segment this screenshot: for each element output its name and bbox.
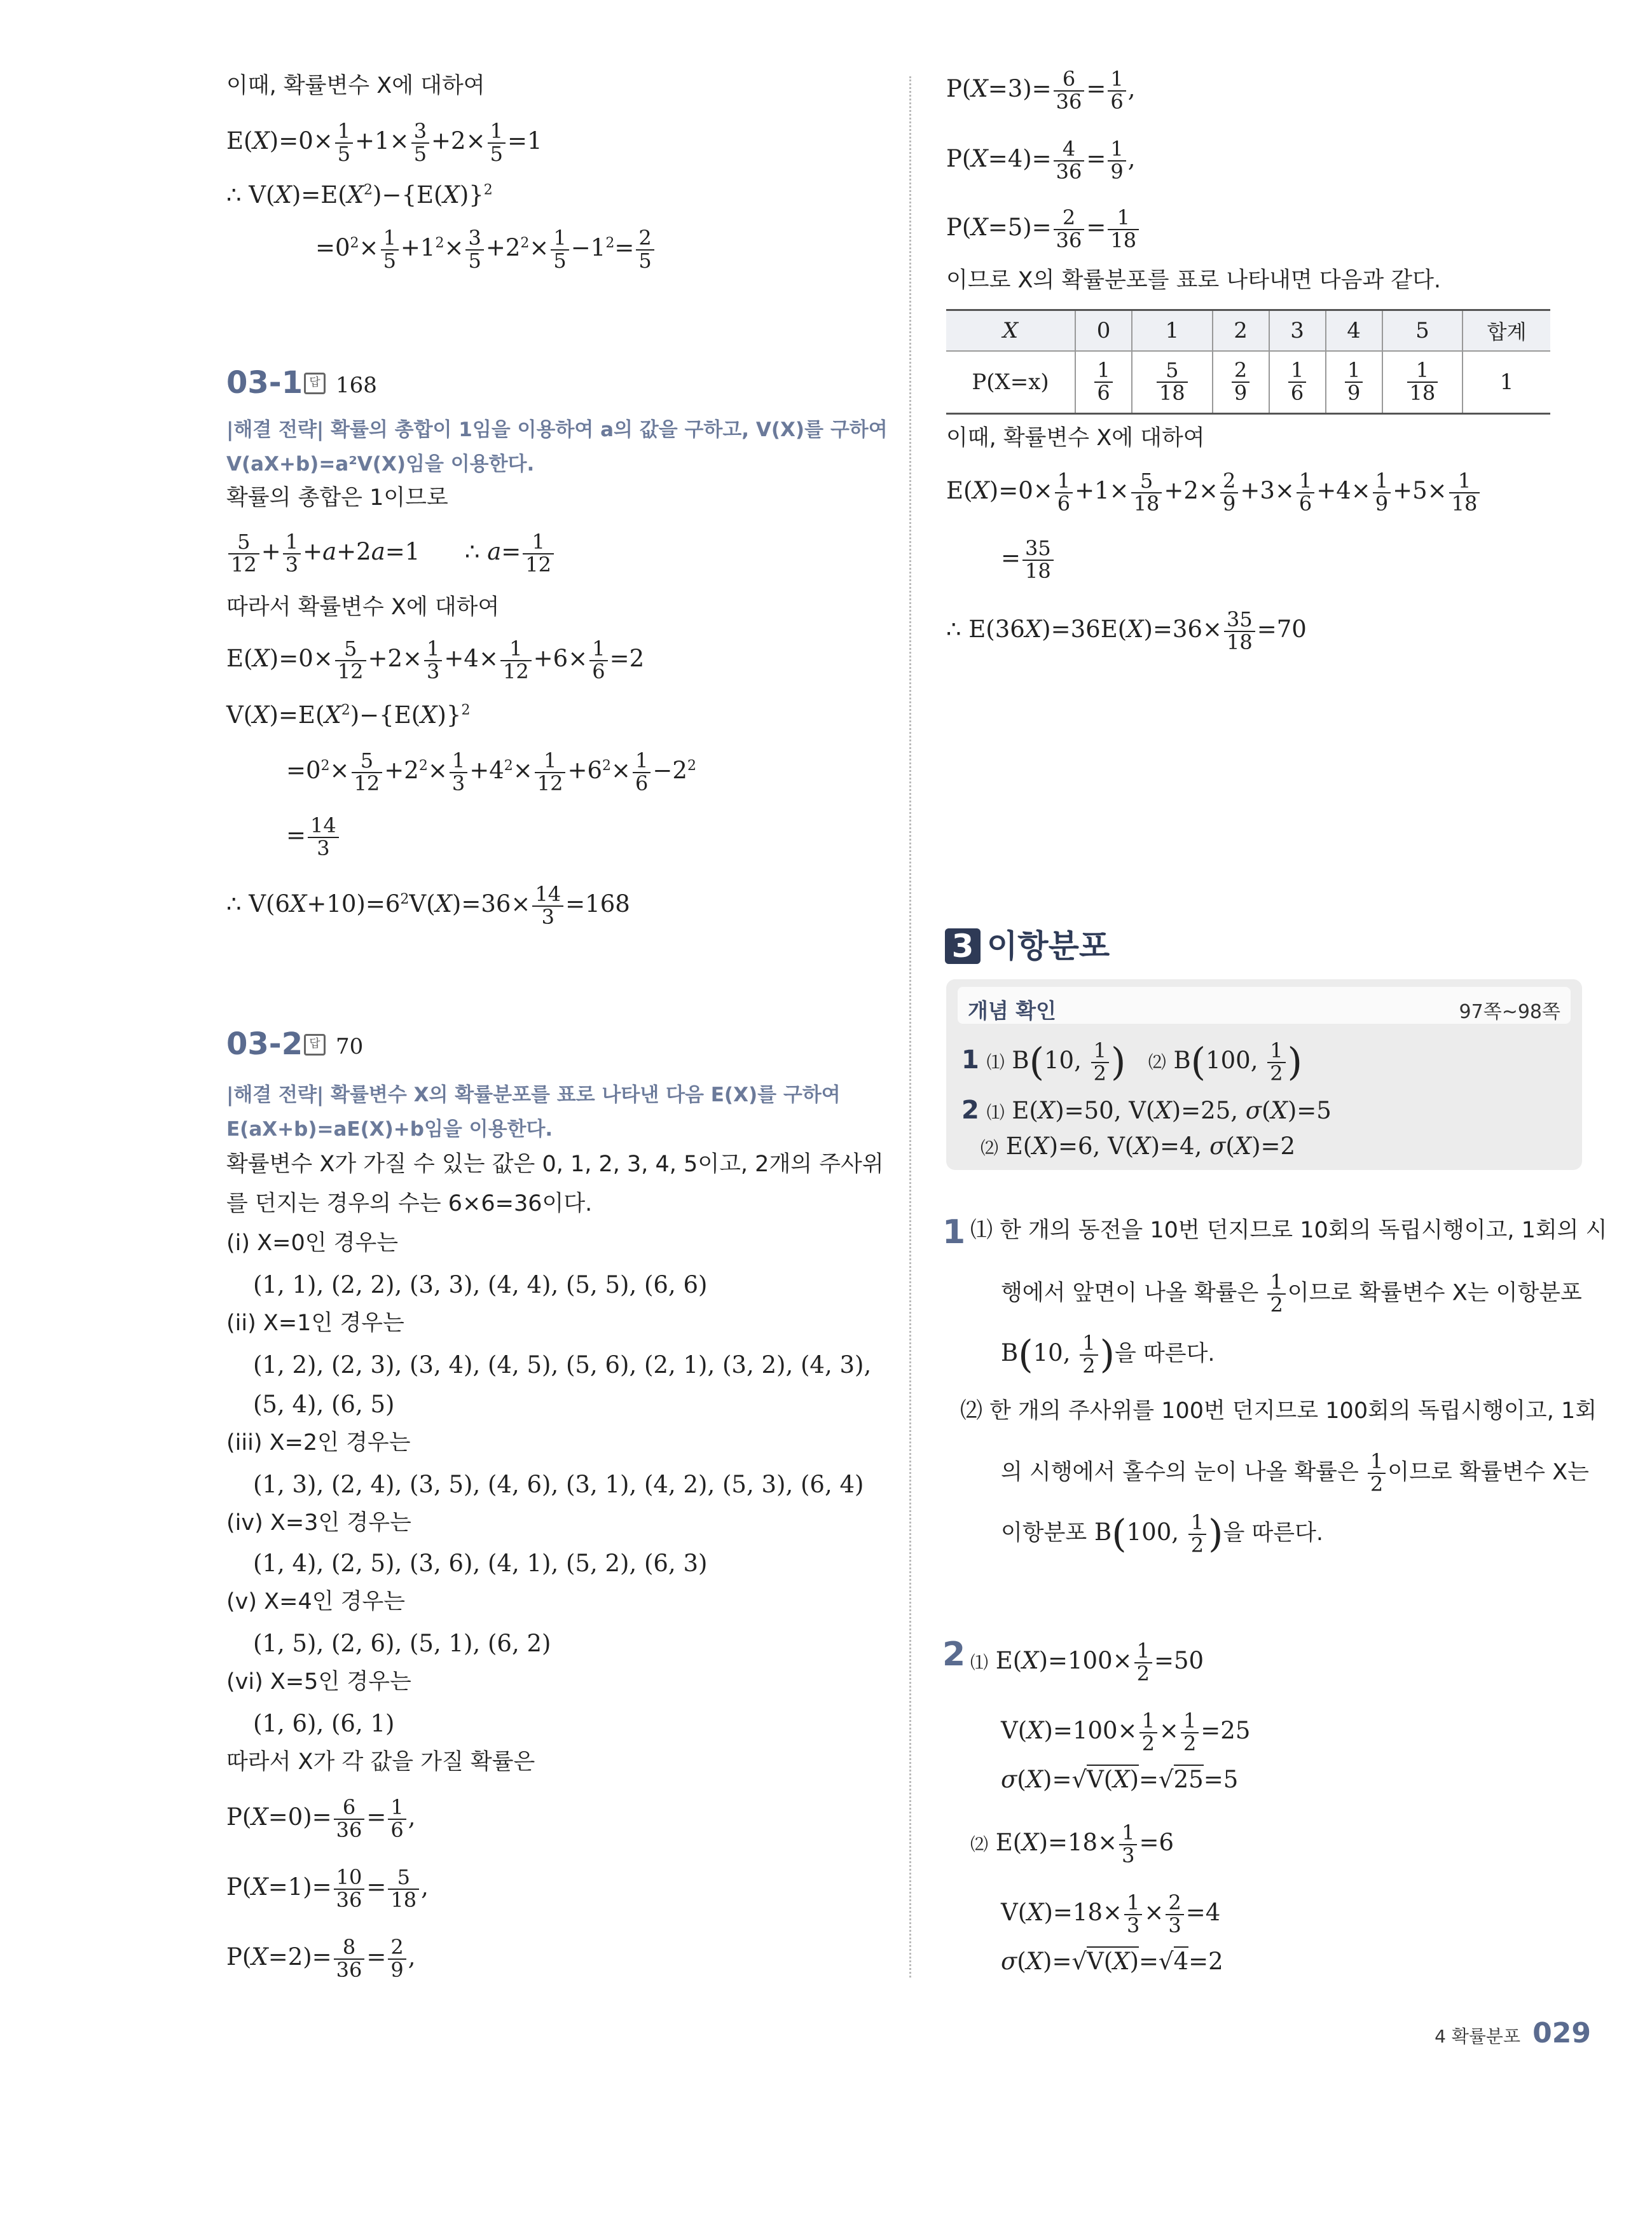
solution-1-line-1: ⑴ 한 개의 동전을 10번 던지므로 10회의 독립시행이고, 1회의 시 (970, 1218, 1607, 1243)
case-pairs: (1, 6), (6, 1) (253, 1710, 395, 1737)
right-ex-result: = $\frac{35}{18}$ (1001, 538, 1056, 582)
solution-1-p2-line-2: 의 시행에서 홀수의 눈이 나올 확률은 $\frac{1}{2}$ 이므로 확률변수 X는 (1001, 1449, 1589, 1496)
case-pairs: (1, 1), (2, 2), (3, 3), (4, 4), (5, 5), (6, 6) (253, 1271, 708, 1298)
case-label: (v) X=4인 경우는 (226, 1589, 406, 1614)
solution-1-text: 이므로 확률변수 X는 이항분포 (1287, 1280, 1582, 1306)
right-intro2: 이때, 확률변수 X에 대하여 (946, 425, 1205, 451)
table-cell (1382, 351, 1463, 414)
prob-x1: P(X=1)= $\frac{10}{36}$ = $\frac{5}{18}$ , (226, 1865, 429, 1912)
prob-x4: P(X=4)= $\frac{4}{36}$ = $\frac{1}{9}$ , (946, 137, 1136, 184)
concept-answer-1: 1 ⑴ B(10, $\frac{1}{2}$ ) ⑵ B(100, $\frac{1}{2}$ ) (961, 1038, 1303, 1085)
solution-1-line-2: 행에서 앞면이 나올 확률은 $\frac{1}{2}$ 이므로 확률변수 X는 이항분포 (1001, 1270, 1582, 1317)
table-header-cell: 합계 (1463, 310, 1550, 352)
solution-1-p2-line-1: ⑵ 한 개의 주사위를 100번 던지므로 100회의 독립시행이고, 1회 (960, 1398, 1597, 1424)
problem-03-2-strategy-2: E(aX+b)=aE(X)+b임을 이용한다. (226, 1118, 553, 1141)
section-number: 3 (945, 928, 981, 964)
solution-2-ex-2: ⑵ E(X)=18× $\frac{1}{3}$ =6 (970, 1820, 1174, 1868)
case-label: (iii) X=2인 경우는 (226, 1430, 411, 1456)
case-pairs: (1, 4), (2, 5), (3, 6), (4, 1), (5, 2), (6, 3) (253, 1550, 708, 1577)
table-body-row (946, 351, 1550, 414)
left-vx-calc: $=0^2\times$ $\frac{1}{5}$ $+1^2\times$ $\frac{3}{5}$ $+2^2\times$ $\frac{1}{5}$ $-1^2=$ $\frac{2}{5}$ (315, 228, 656, 272)
concept-pages: 97쪽~98쪽 (1459, 1001, 1560, 1023)
right-final: ∴ E(36X)=36E(X)=36× $\frac{35}{18}$ =70 (946, 607, 1307, 654)
table-num: 1 (1094, 360, 1112, 383)
problem-03-2-strategy-1: |해결 전략| 확률변수 X의 확률분포를 표로 나타낸 다음 E(X)를 구하여 (226, 1084, 841, 1106)
table-cell (1132, 351, 1213, 414)
case-pairs: (1, 2), (2, 3), (3, 4), (4, 5), (5, 6), (2, 1), (3, 2), (4, 3), (253, 1351, 872, 1379)
problem-03-1-ex: E(X)=0× $\frac{5}{12}$ +2× $\frac{1}{3}$ +4× $\frac{1}{12}$ +6× $\frac{1}{6}$ =2 (226, 637, 645, 684)
problem-03-1-sum-text: 확률의 총합은 1이므로 (226, 485, 448, 511)
case-label: (i) X=0인 경우는 (226, 1230, 399, 1256)
table-header-cell: X (946, 310, 1075, 352)
left-vx-formula: ∴ $V(X)=E(X^2)-\{E(X)\}^2$ (226, 181, 493, 209)
table-num: 5 (1157, 360, 1188, 383)
probability-table (946, 309, 1550, 415)
left-intro: 이때, 확률변수 X에 대하여 (226, 73, 485, 99)
case-label: (ii) X=1인 경우는 (226, 1311, 404, 1336)
case-label: (vi) X=5인 경우는 (226, 1669, 411, 1695)
case-pairs: (1, 3), (2, 4), (3, 5), (4, 6), (3, 1), (4, 2), (5, 3), (6, 4) (253, 1471, 864, 1498)
problem-03-1-vx: $V(X)=E(X^2)-\{E(X)\}^2$ (226, 701, 471, 729)
concept-answer-2a: 2 ⑴ E(X)=50, V(X)=25, σ(X)=5 (961, 1096, 1332, 1125)
problem-03-1-strategy-2: V(aX+b)=a²V(X)임을 이용한다. (226, 453, 535, 476)
prob-x2: P(X=2)= $\frac{8}{36}$ = $\frac{2}{9}$ , (226, 1935, 416, 1982)
concept-label: 개념 확인 (968, 998, 1057, 1023)
table-header-row (946, 310, 1550, 352)
solution-1-text: 행에서 앞면이 나올 확률은 (1001, 1280, 1259, 1306)
table-num: 2 (1232, 360, 1249, 383)
solution-1-p2-line-3: 이항분포 B(100, $\frac{1}{2}$ )을 따른다. (1001, 1510, 1324, 1557)
solution-1-text: 을 따른다. (1223, 1520, 1324, 1546)
table-cell (1075, 351, 1132, 414)
table-den: 6 (1097, 381, 1110, 405)
table-header-cell: 0 (1075, 310, 1132, 352)
prob-x3: P(X=3)= $\frac{6}{36}$ = $\frac{1}{6}$ , (946, 67, 1136, 114)
table-header-cell: 2 (1213, 310, 1269, 352)
solution-2-number: 2 (942, 1635, 966, 1674)
column-divider (909, 76, 911, 1978)
table-num: 1 (1288, 360, 1306, 383)
table-num: 1 (1345, 360, 1363, 383)
table-cell (1269, 351, 1326, 414)
solution-1-text: 이항분포 (1001, 1520, 1087, 1546)
concept-check-box (946, 979, 1582, 1170)
prob-x0: P(X=0)= $\frac{6}{36}$ = $\frac{1}{6}$ , (226, 1795, 416, 1842)
table-header-cell: 1 (1132, 310, 1213, 352)
table-cell (1213, 351, 1269, 414)
problem-03-2-then: 따라서 X가 각 값을 가질 확률은 (226, 1749, 535, 1775)
solution-2-vx-2: V(X)=18× $\frac{1}{3}$ × $\frac{2}{3}$ =4 (1001, 1890, 1221, 1937)
problem-03-1-title: 03-1 (226, 365, 303, 401)
table-num: 1 (1407, 360, 1438, 383)
problem-03-1-final: ∴ $V(6X+10)=6^2V(X)=36\times$ $\frac{14}{3}$ =168 (226, 882, 630, 929)
section-3-heading (945, 921, 1110, 967)
solution-2-vx-1: V(X)=100× $\frac{1}{2}$ × $\frac{1}{2}$ =25 (1001, 1709, 1251, 1756)
solution-1-line-3: B(10, $\frac{1}{2}$ )을 따른다. (1001, 1331, 1215, 1378)
table-den: 9 (1234, 381, 1248, 405)
table-den: 6 (1290, 381, 1304, 405)
right-ex-formula: E(X)=0× $\frac{1}{6}$ +1× $\frac{5}{18}$ +2× $\frac{2}{9}$ +3× $\frac{1}{6}$ +4× $\frac{1}{9}$ +5× $\frac{1}{18}$ (946, 471, 1482, 514)
solution-1-text: 을 따른다. (1115, 1341, 1215, 1367)
section-title: 이항분포 (987, 928, 1110, 965)
solution-2-sd-2: σ(X)=√V(X)=√4=2 (1001, 1948, 1223, 1975)
table-header-cell: 5 (1382, 310, 1463, 352)
problem-03-2-body-2: 를 던지는 경우의 수는 6×6=36이다. (226, 1191, 593, 1216)
answer-icon: 답 (304, 1034, 326, 1056)
answer-icon: 답 (304, 373, 326, 394)
table-den: 9 (1347, 381, 1361, 405)
table-header-cell: 4 (1326, 310, 1382, 352)
problem-03-2-answer: 70 (336, 1034, 364, 1059)
page-number: 029 (1532, 2017, 1591, 2049)
case-pairs: (1, 5), (2, 6), (5, 1), (6, 2) (253, 1630, 551, 1657)
table-intro: 이므로 X의 확률분포를 표로 나타내면 다음과 같다. (946, 268, 1442, 293)
solution-1-text: 의 시행에서 홀수의 눈이 나올 확률은 (1001, 1459, 1359, 1485)
concept-answer-2b: ⑵ E(X)=6, V(X)=4, σ(X)=2 (981, 1132, 1296, 1160)
table-header-cell: 3 (1269, 310, 1326, 352)
page-footer (1435, 2017, 1591, 2049)
case-label: (iv) X=3인 경우는 (226, 1510, 411, 1536)
problem-03-2-title: 03-2 (226, 1026, 303, 1062)
problem-03-1-strategy-1: |해결 전략| 확률의 총합이 1임을 이용하여 a의 값을 구하고, V(X)를 구하여 (226, 418, 888, 441)
problem-03-1-vx-result: = $\frac{14}{3}$ (286, 815, 341, 859)
concept-head (958, 987, 1571, 1024)
solution-2-ex-1: ⑴ E(X)=100× $\frac{1}{2}$ =50 (970, 1639, 1204, 1686)
problem-03-1-sum-eq: $\frac{5}{12}$ + $\frac{1}{3}$ +a+2a=1 ∴ a= $\frac{1}{12}$ (226, 532, 556, 575)
table-total: 1 (1463, 351, 1550, 414)
left-ex-formula: E(X)=0× $\frac{1}{5}$ +1× $\frac{3}{5}$ +2× $\frac{1}{5}$ =1 (226, 119, 542, 166)
solution-1-number: 1 (942, 1213, 966, 1251)
problem-03-2-body-1: 확률변수 X가 가질 수 있는 값은 0, 1, 2, 3, 4, 5이고, 2개의 주사위 (226, 1152, 884, 1177)
problem-03-1-then: 따라서 확률변수 X에 대하여 (226, 595, 500, 620)
problem-03-1-answer: 168 (336, 373, 377, 398)
chapter-label: 4 확률분포 (1435, 2026, 1521, 2047)
solution-2-sd-1: σ(X)=√V(X)=√25=5 (1001, 1766, 1239, 1793)
solution-1-text: 이므로 확률변수 X는 (1387, 1459, 1589, 1485)
problem-03-1-vx-calc: $=0^2\times$ $\frac{5}{12}$ $+2^2\times$ $\frac{1}{3}$ $+4^2\times$ $\frac{1}{12}$ $+6^2\times$ $\frac{1}{6}$ $-2^2$ (286, 748, 696, 795)
case-pairs: (5, 4), (6, 5) (253, 1391, 395, 1418)
table-den: 18 (1409, 381, 1436, 405)
table-row-label: P(X=x) (946, 351, 1075, 414)
table-den: 18 (1159, 381, 1185, 405)
table-cell (1326, 351, 1382, 414)
prob-x5: P(X=5)= $\frac{2}{36}$ = $\frac{1}{18}$ (946, 207, 1141, 251)
